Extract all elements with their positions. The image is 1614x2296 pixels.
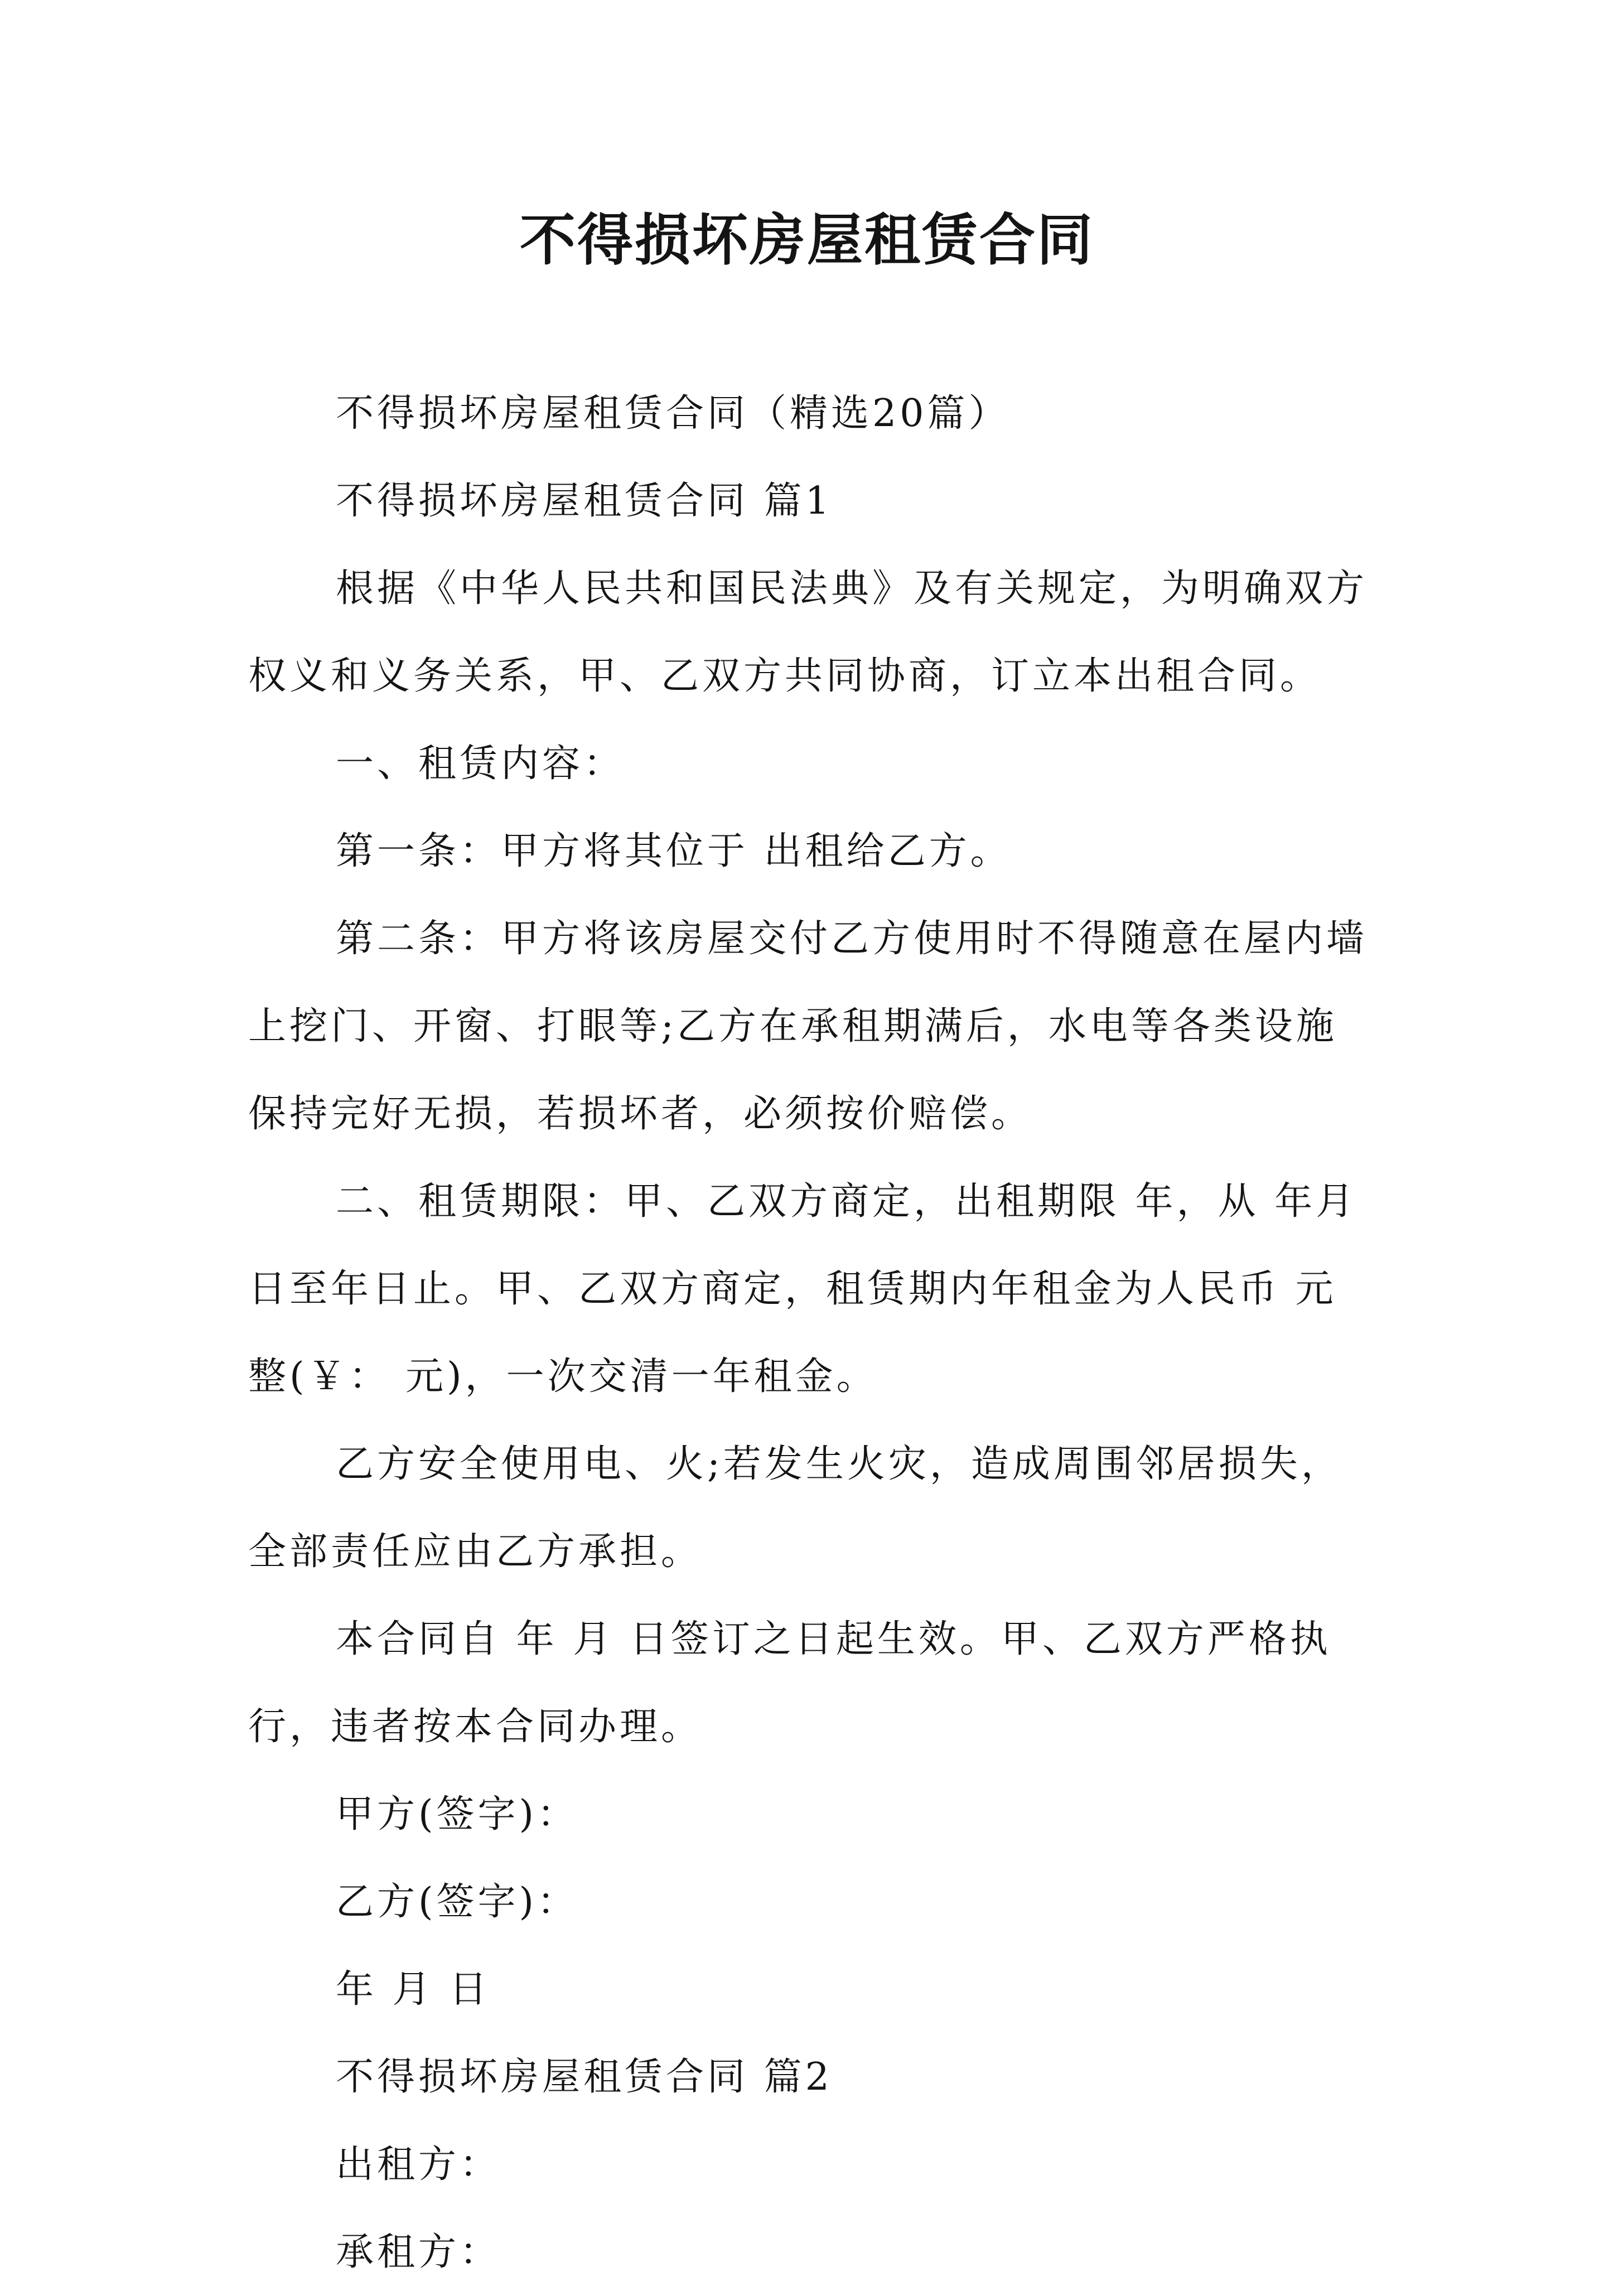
paragraph-lease-term: 二、租赁期限：甲、乙双方商定，出租期限 年，从 年月 日至年日止。甲、乙双方商定，租赁期内年租金为人民币 元整(￥： 元)，一次交清一年租金。: [248, 1180, 1357, 1399]
paragraph-effective-date: 本合同自 年 月 日签订之日起生效。甲、乙双方严格执行，违者按本合同办理。: [248, 1617, 1331, 1749]
paragraph-article-2: 第二条：甲方将该房屋交付乙方使用时不得随意在屋内墙上挖门、开窗、打眼等;乙方在承租期满后，水电等各类设施保持完好无损，若损坏者，必须按价赔偿。: [248, 917, 1368, 1136]
section-heading-1: 不得损坏房屋租赁合同 篇1: [336, 479, 833, 523]
paragraph-lessee: 承租方：: [336, 2230, 501, 2274]
paragraph-lease-content-heading: 一、租赁内容：: [336, 742, 625, 786]
paragraph-subtitle: 不得损坏房屋租赁合同（精选20篇）: [336, 391, 1010, 436]
section-heading-2: 不得损坏房屋租赁合同 篇2: [336, 2055, 833, 2099]
document-body: [248, 370, 1375, 2296]
paragraph-safety: 乙方安全使用电、火;若发生火灾，造成周围邻居损失，全部责任应由乙方承担。: [248, 1442, 1342, 1574]
paragraph-article-1: 第一条：甲方将其位于 出租给乙方。: [336, 829, 1012, 873]
signature-party-a: 甲方(签字)：: [336, 1792, 579, 1836]
signature-party-b: 乙方(签字)：: [336, 1880, 579, 1924]
paragraph-preamble: 根据《中华人民共和国民法典》及有关规定，为明确双方权义和义务关系，甲、乙双方共同协商，订立本出租合同。: [248, 567, 1368, 698]
signature-date: 年 月 日: [336, 1968, 491, 2012]
document-title: 不得损坏房屋租赁合同: [520, 207, 1094, 273]
paragraph-lessor: 出租方：: [336, 2143, 501, 2187]
